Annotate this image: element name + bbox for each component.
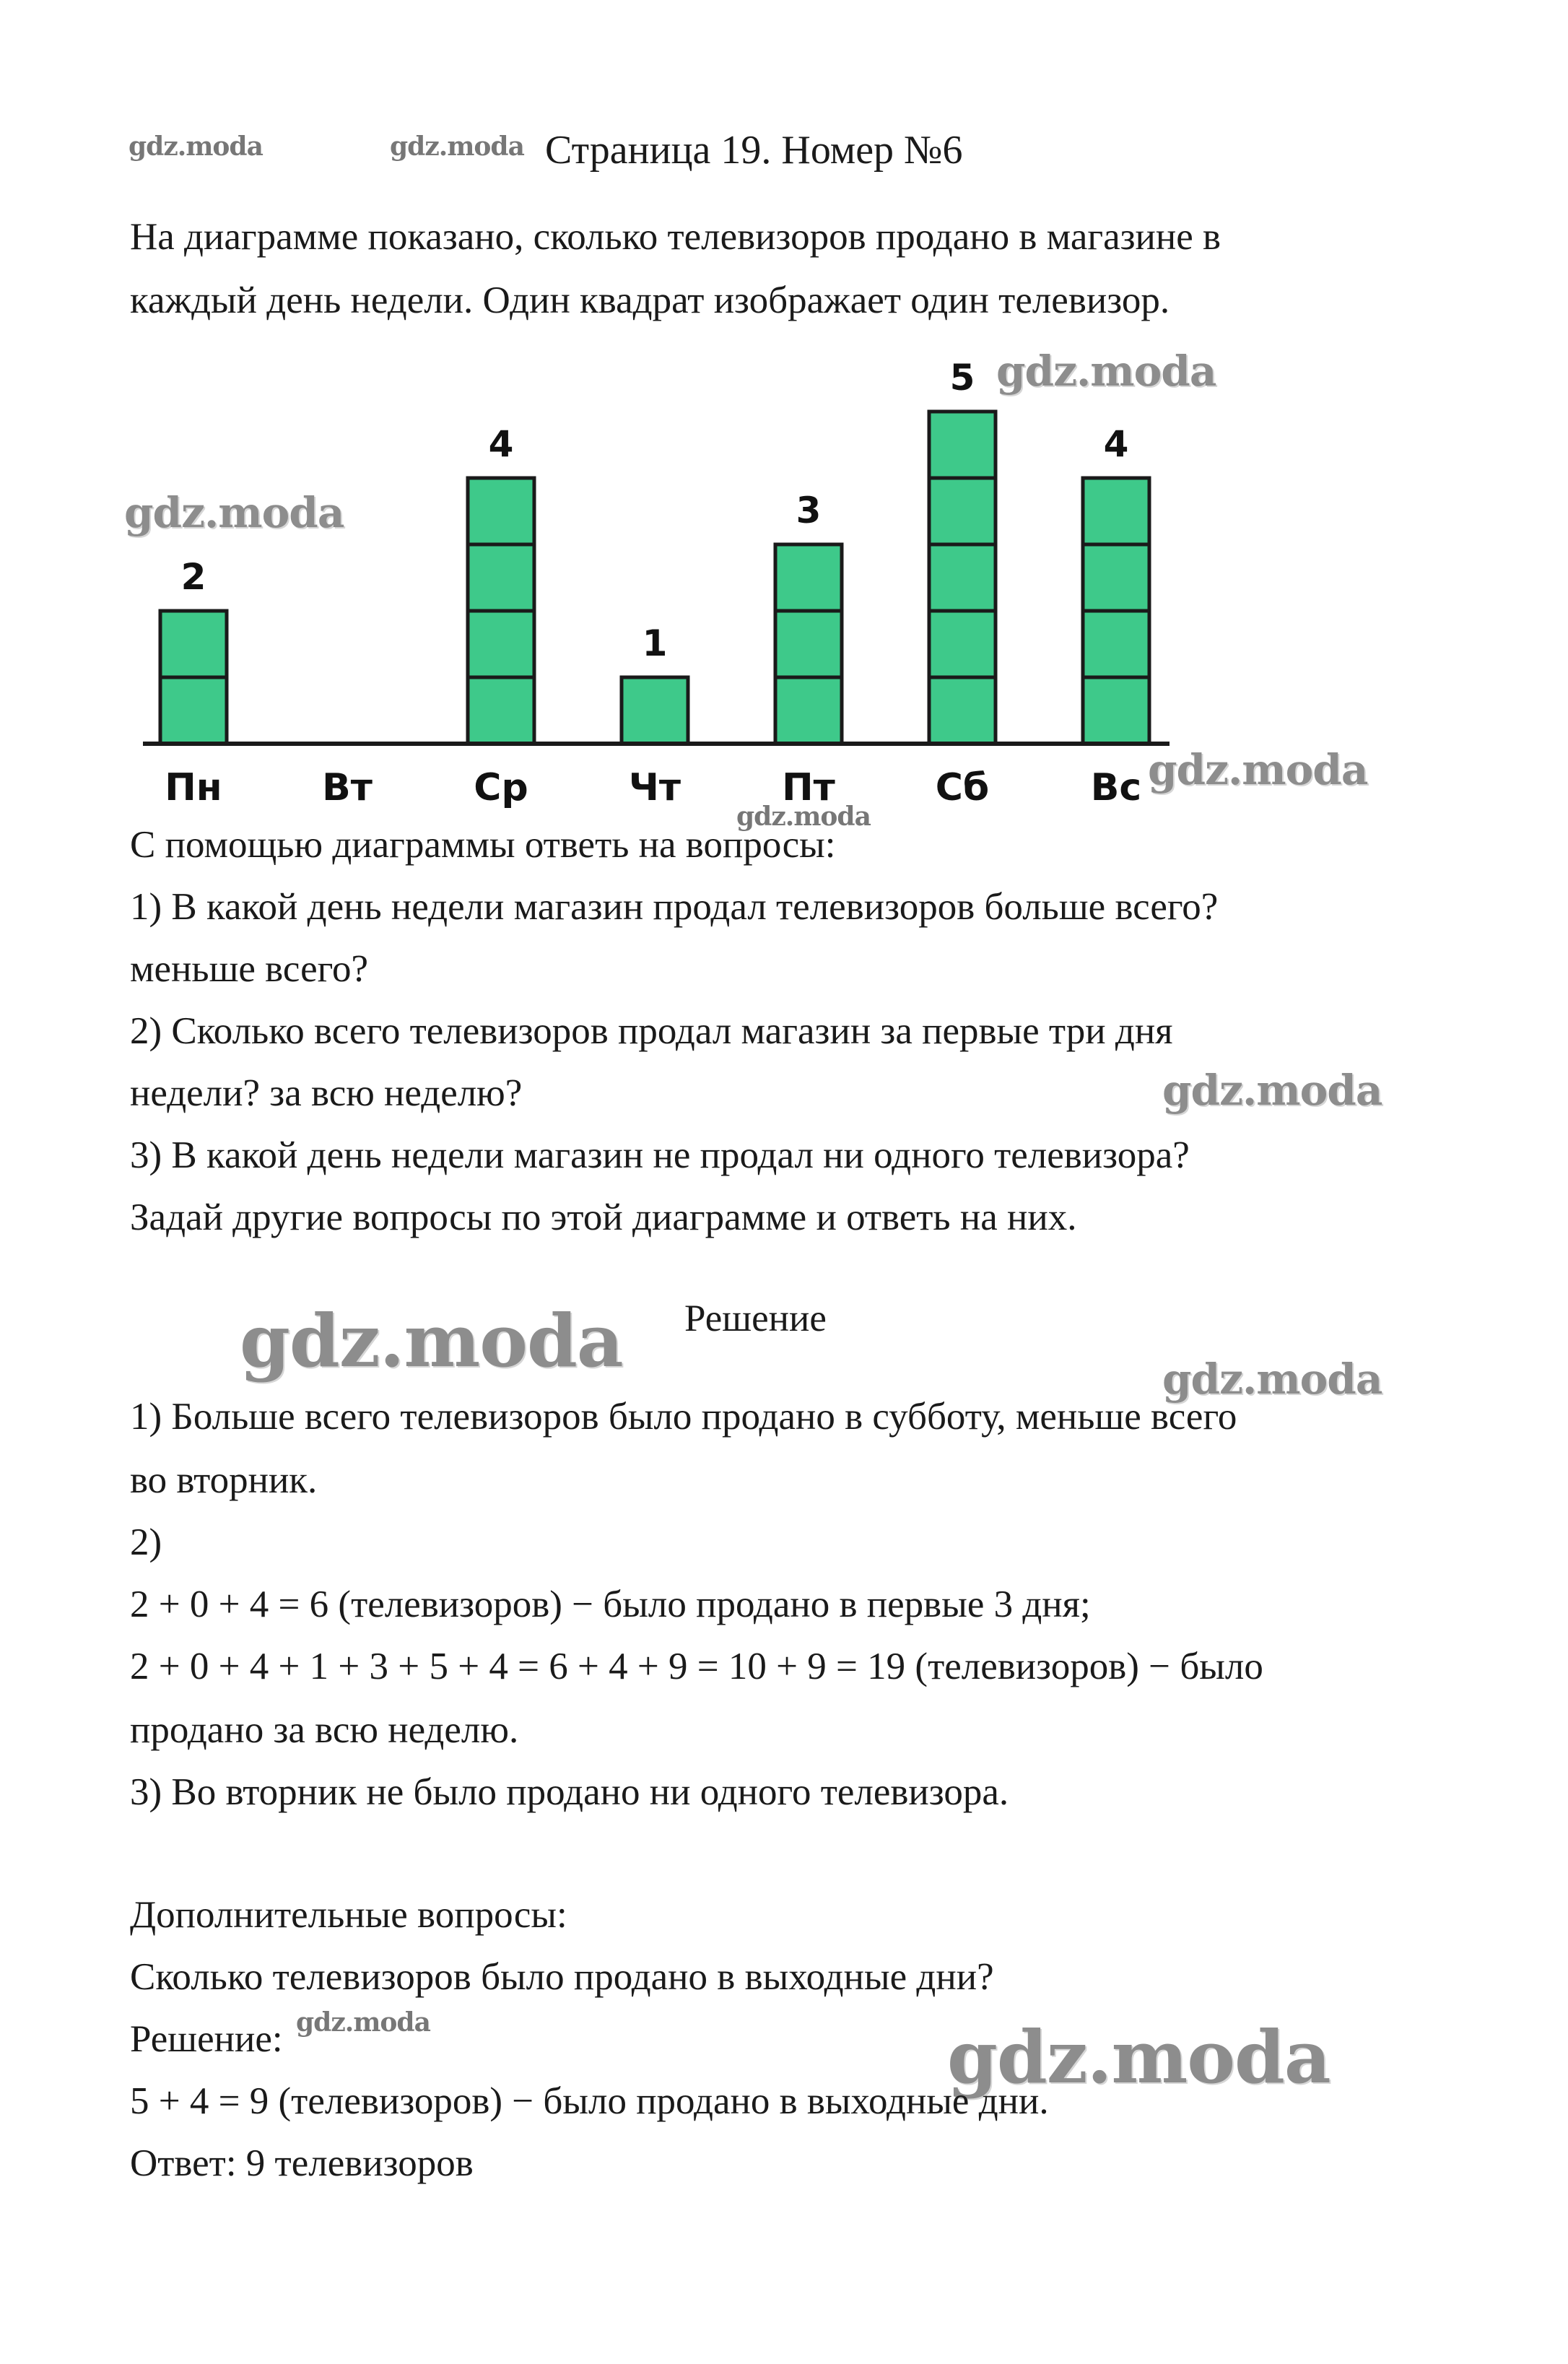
question-1-line-1: 1) В какой день недели магазин продал телевизоров больше всего? (130, 886, 1219, 928)
answer-2-label: 2) (130, 1521, 162, 1563)
tick-label-Сб: Сб (935, 766, 990, 809)
extra-heading: Дополнительные вопросы: (130, 1894, 567, 1936)
watermark: gdz.moda (736, 801, 871, 832)
data-label-Пт: 3 (796, 490, 822, 531)
tick-label-Вт: Вт (322, 766, 373, 809)
bar-square-Пт (775, 544, 842, 611)
data-label-Сб: 5 (949, 357, 975, 399)
answer-2-line-3: продано за всю неделю. (130, 1709, 519, 1751)
watermark: gdz.moda (1148, 745, 1368, 794)
bar-square-Сб (929, 478, 996, 544)
question-3-line-2: Задай другие вопросы по этой диаграмме и ответь на них. (130, 1196, 1077, 1238)
bar-square-Чт (622, 677, 688, 744)
bar-square-Ср (468, 544, 534, 611)
data-label-Вс: 4 (1103, 423, 1129, 465)
question-2-line-1: 2) Сколько всего телевизоров продал магазин за первые три дня (130, 1010, 1173, 1052)
tick-label-Пт: Пт (782, 766, 835, 809)
question-3-line-1: 3) В какой день недели магазин не продал ни одного телевизора? (130, 1134, 1190, 1176)
bar-square-Сб (929, 677, 996, 744)
bar-square-Пт (775, 611, 842, 677)
bar-square-Сб (929, 611, 996, 677)
tick-label-Пн: Пн (165, 766, 222, 809)
watermark: gdz.moda (390, 131, 524, 162)
bar-square-Пн (160, 611, 227, 677)
bar-square-Вс (1083, 677, 1149, 744)
extra-solution-label: Решение: (130, 2018, 283, 2060)
answer-3-line-1: 3) Во вторник не было продано ни одного телевизора. (130, 1771, 1009, 1813)
task-prompt: С помощью диаграммы ответь на вопросы: (130, 824, 836, 866)
answer-1-line-1: 1) Больше всего телевизоров было продано в субботу, меньше всего (130, 1396, 1237, 1438)
task-intro-line-2: каждый день недели. Один квадрат изображает один телевизор. (130, 279, 1170, 321)
bar-square-Сб (929, 544, 996, 611)
bar-square-Ср (468, 478, 534, 544)
watermark: gdz.moda (296, 2007, 430, 2038)
task-intro-line-1: На диаграмме показано, сколько телевизоров продано в магазине в (130, 216, 1221, 258)
watermark: gdz.moda (240, 1298, 623, 1383)
question-1-line-2: меньше всего? (130, 948, 369, 990)
data-label-Ср: 4 (488, 423, 514, 465)
watermark: gdz.moda (1162, 1066, 1382, 1115)
bar-square-Вс (1083, 611, 1149, 677)
watermark: gdz.moda (124, 488, 344, 537)
data-label-Чт: 1 (642, 622, 668, 664)
answer-1-line-2: во вторник. (130, 1459, 318, 1501)
tick-label-Вс: Вс (1090, 766, 1142, 809)
watermark: gdz.moda (129, 131, 263, 162)
watermark: gdz.moda (996, 347, 1216, 396)
question-2-line-2: недели? за всю неделю? (130, 1072, 523, 1114)
extra-answer: Ответ: 9 телевизоров (130, 2142, 474, 2184)
bar-square-Ср (468, 611, 534, 677)
bar-square-Ср (468, 677, 534, 744)
bar-square-Пн (160, 677, 227, 744)
data-label-Пн: 2 (180, 556, 206, 598)
watermark: gdz.moda (1162, 1355, 1382, 1404)
page-title: Страница 19. Номер №6 (545, 128, 963, 173)
answer-2-line-2: 2 + 0 + 4 + 1 + 3 + 5 + 4 = 6 + 4 + 9 = 10 + 9 = 19 (телевизоров) − было (130, 1646, 1263, 1687)
extra-question: Сколько телевизоров было продано в выходные дни? (130, 1956, 994, 1998)
watermark: gdz.moda (947, 2015, 1330, 2100)
extra-calc: 5 + 4 = 9 (телевизоров) − было продано в выходные дни. (130, 2080, 1049, 2122)
solution-heading: Решение (684, 1298, 827, 1339)
bar-square-Пт (775, 677, 842, 744)
bar-square-Вс (1083, 478, 1149, 544)
bar-chart (116, 339, 1357, 809)
tick-label-Чт: Чт (628, 766, 681, 809)
bar-square-Сб (929, 412, 996, 478)
answer-2-line-1: 2 + 0 + 4 = 6 (телевизоров) − было продано в первые 3 дня; (130, 1583, 1091, 1625)
tick-label-Ср: Ср (474, 766, 528, 809)
bar-square-Вс (1083, 544, 1149, 611)
